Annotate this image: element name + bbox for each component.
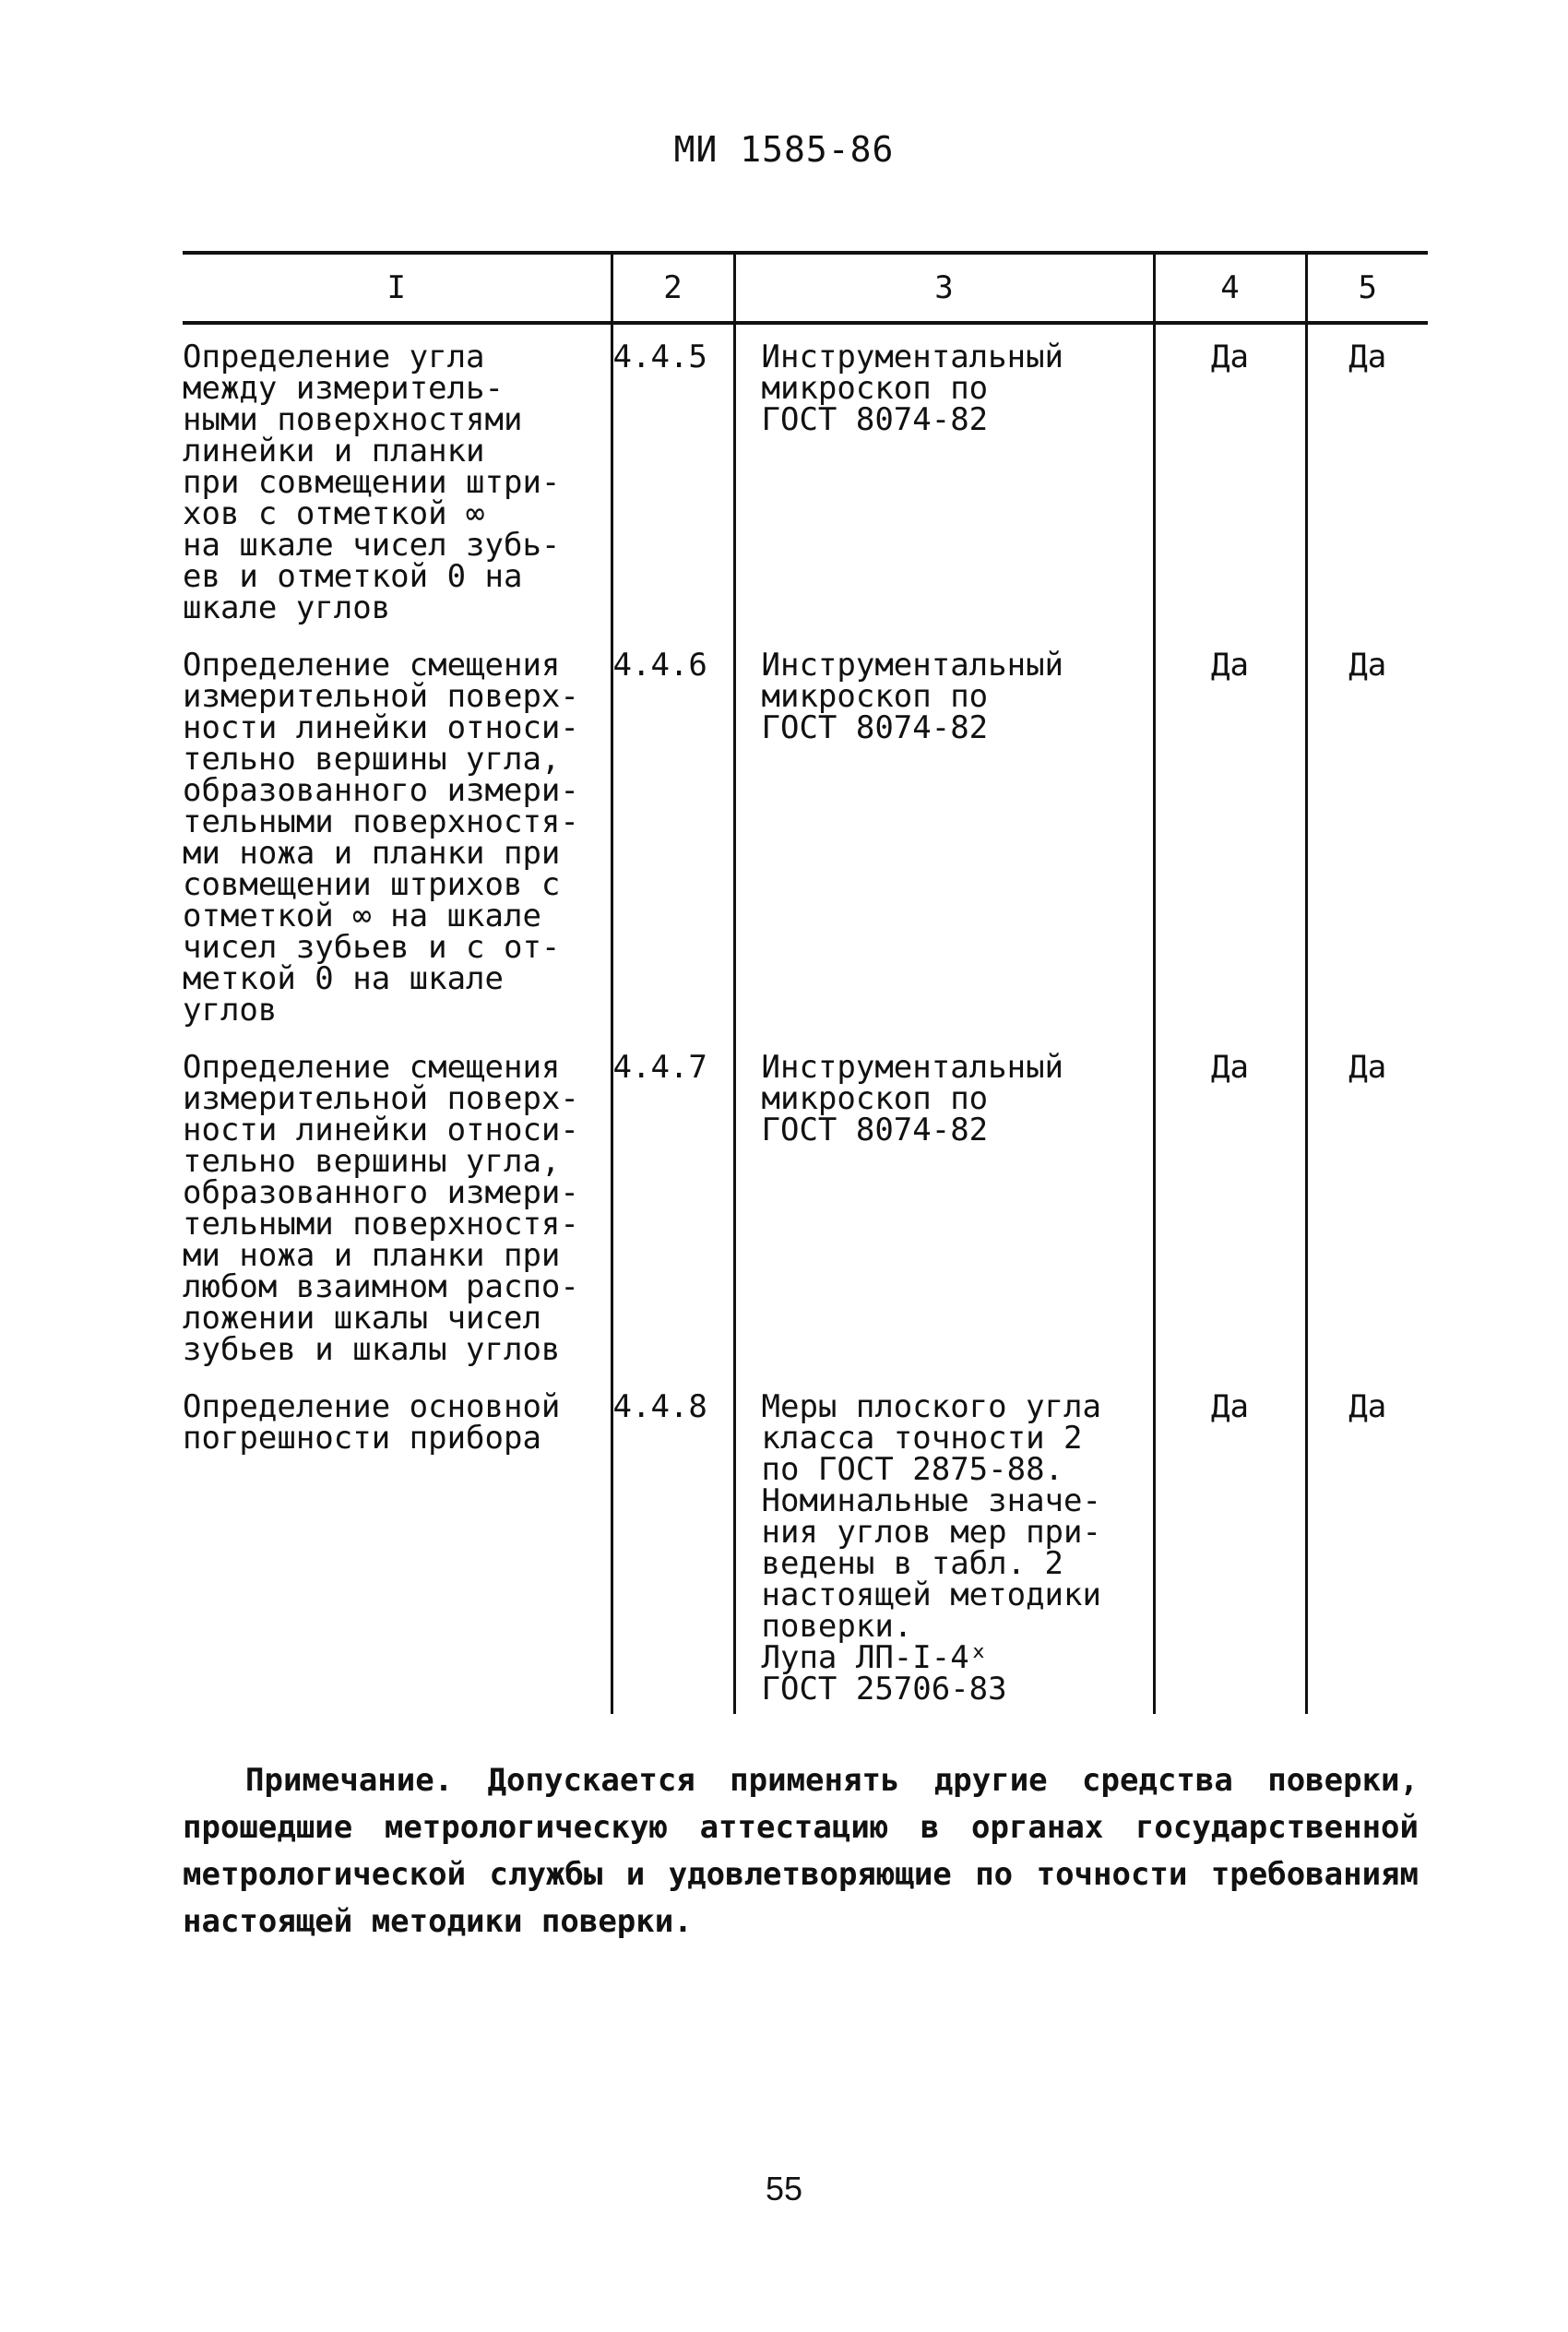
means-cell: Инструментальный микроскоп по ГОСТ 8074-82 [734,323,1154,633]
column-header-4: 4 [1154,253,1306,323]
table-header-row [183,253,1428,323]
col5-cell: Да [1306,1035,1428,1374]
col5-cell: Да [1306,633,1428,1035]
clause-cell: 4.4.7 [612,1035,734,1374]
means-cell: Меры плоского угла класса точности 2 по ГОСТ 2875-88. Номинальные значе- ния углов мер при- ведены в табл. 2 настоящей методики поверки. Лупа ЛП-I-4ˣ ГОСТ 25706-83 [734,1374,1154,1714]
operation-cell: Определение смещения измерительной поверх- ности линейки относи- тельно вершины угла, образованного измери- тельными поверхностя- ми ножа и планки при любом взаимном распо- ложении шкалы чисел зубьев и шкалы углов [183,1049,579,1368]
col5-cell: Да [1306,1374,1428,1714]
column-header-2: 2 [612,253,734,323]
column-header-3: 3 [734,253,1154,323]
column-header-1: I [183,253,612,323]
column-header-5: 5 [1306,253,1428,323]
table-row [183,633,1428,1035]
col4-cell: Да [1154,1374,1306,1714]
means-cell: Инструментальный микроскоп по ГОСТ 8074-82 [734,1035,1154,1374]
means-cell: Инструментальный микроскоп по ГОСТ 8074-82 [734,633,1154,1035]
clause-cell: 4.4.6 [612,633,734,1035]
operation-cell: Определение смещения измерительной поверх- ности линейки относи- тельно вершины угла, образованного измери- тельными поверхностя- ми ножа и планки при совмещении штрихов с отметкой ∞ на шкале чисел зубьев и с от- меткой 0 на шкале углов [183,647,579,1029]
table-row [183,1374,1428,1714]
col4-cell: Да [1154,1035,1306,1374]
operation-cell: Определение угла между измеритель- ными поверхностями линейки и планки при совмещении штри- хов с отметкой ∞ на шкале чисел зубь- ев и отметкой 0 на шкале углов [183,339,561,626]
col4-cell: Да [1154,633,1306,1035]
clause-cell: 4.4.8 [612,1374,734,1714]
col5-cell: Да [1306,323,1428,633]
table-row [183,1035,1428,1374]
note-paragraph: Примечание. Допускается применять другие средства поверки, прошедшие метрологическую аттестацию в органах государственной метрологической службы и удовлетворяющие по точности требованиям настоящей методики поверки. [183,1762,1419,1940]
clause-cell: 4.4.5 [612,323,734,633]
document-code: МИ 1585-86 [673,129,895,170]
table-row [183,323,1428,633]
operation-cell: Определение основной погрешности прибора [183,1388,561,1457]
col4-cell: Да [1154,323,1306,633]
verification-table [183,251,1428,1714]
page-number: 55 [765,2170,803,2207]
